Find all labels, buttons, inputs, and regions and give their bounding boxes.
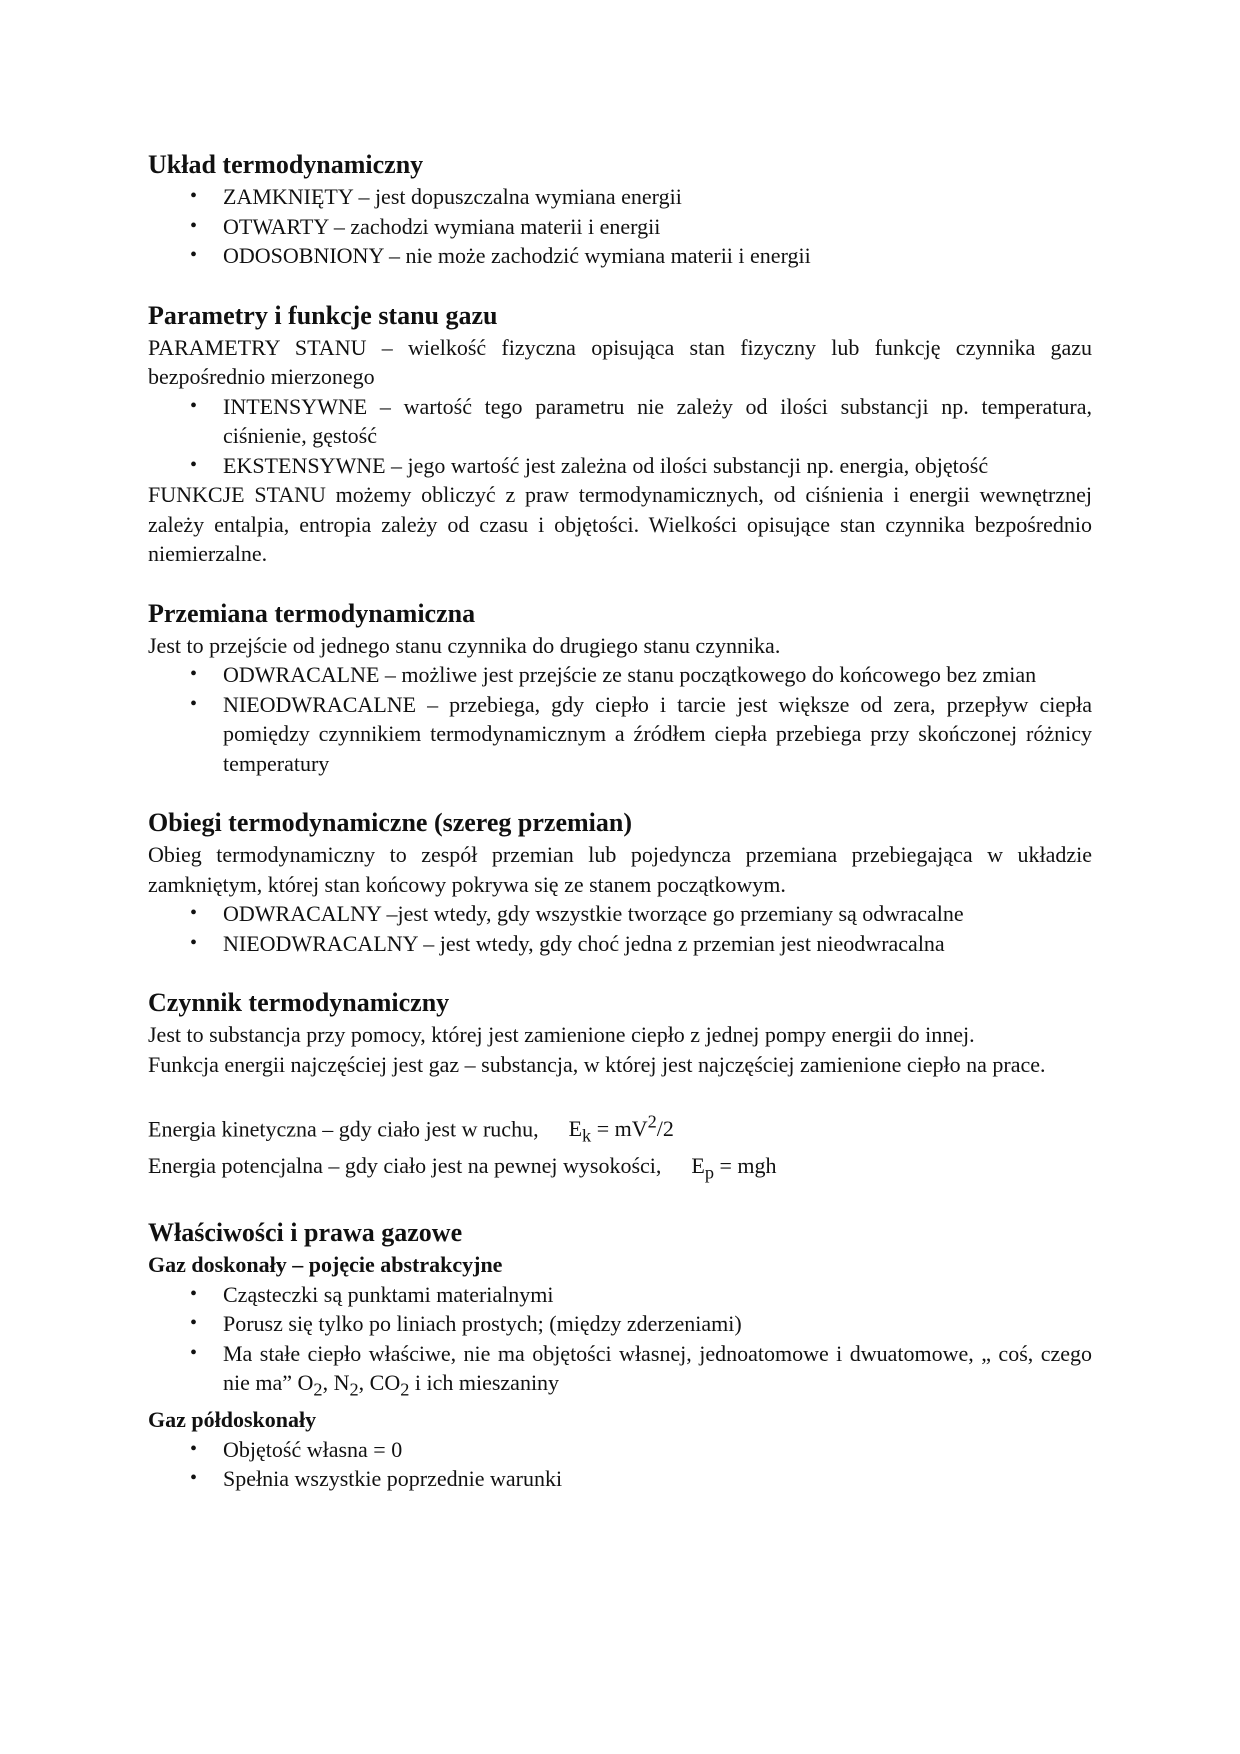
paragraph: Funkcja energii najczęściej jest gaz – substancja, w której jest najczęściej zamienione ciepło na prace. (148, 1051, 1046, 1077)
list-item: • ODOSOBNIONY – nie może zachodzić wymiana materii i energii (148, 241, 1092, 271)
bullet-list (148, 182, 1092, 271)
section-title: Układ termodynamiczny (148, 150, 424, 179)
section-obiegi (148, 806, 1092, 958)
list-item: • Porusz się tylko po liniach prostych; (między zderzeniami) (148, 1309, 1092, 1339)
section-uklad (148, 148, 1092, 271)
section-title: Obiegi termodynamiczne (szereg przemian) (148, 808, 632, 837)
bullet-icon: • (190, 453, 198, 476)
subheading: Gaz doskonały – pojęcie abstrakcyjne (148, 1252, 503, 1278)
list-item: • INTENSYWNE – wartość tego parametru nie zależy od ilości substancji np. temperatura, ciśnienie, gęstość (190, 393, 1092, 448)
bullet-list (148, 1280, 1092, 1405)
section-parametry (148, 299, 1092, 569)
list-item: • Spełnia wszystkie poprzednie warunki (148, 1464, 1092, 1494)
bullet-icon: • (190, 1437, 198, 1460)
bullet-icon: • (190, 394, 198, 417)
bullet-icon: • (190, 1312, 198, 1335)
bullet-icon: • (190, 214, 198, 237)
section-title: Parametry i funkcje stanu gazu (148, 300, 498, 330)
subheading: Gaz półdoskonały (148, 1407, 317, 1432)
paragraph: Jest to przejście od jednego stanu czynnika do drugiego stanu czynnika. (148, 632, 781, 658)
bullet-icon: • (190, 931, 198, 954)
bullet-icon: • (190, 902, 198, 924)
list-item: • EKSTENSYWNE – jego wartość jest zależna od ilości substancji np. energia, objętość (148, 451, 1092, 481)
list-item: • Objętość własna = 0 (148, 1435, 1092, 1465)
list-item: • ZAMKNIĘTY – jest dopuszczalna wymiana energii (148, 182, 1092, 212)
section-przemiana (148, 597, 1092, 779)
list-item: • Cząsteczki są punktami materialnymi (148, 1280, 1092, 1310)
kinetic-formula: $E_k = mV^2/2$ (568, 1112, 674, 1146)
list-item: • Ma stałe ciepło właściwe, nie ma objętości własnej, jednoatomowe i dwuatomowe, „ coś, czego nie ma” $O_2$, $N_2$, $CO_2$ i ich mieszaniny (190, 1340, 1092, 1400)
paragraph: FUNKCJE STANU możemy obliczyć z praw termodynamicznych, od ciśnienia i energii wewnętrznej zależy entalpia, entropia zależy od czasu i objętości. Wielkości opisujące stan czynnika bezpośrednio niemierzalne. (148, 482, 1092, 566)
list-item: • NIEODWRACALNE – przebiega, gdy ciepło i tarcie jest większe od zera, przepływ ciepła pomiędzy czynnikiem termodynamicznym a źródłem ciepła przebiega przy skończonej różnicy temperatury (190, 691, 1092, 776)
potential-formula: $E_p$ = mgh (691, 1153, 777, 1183)
bullet-icon: • (190, 1467, 198, 1489)
kinetic-energy-line: Energia kinetyczna – gdy ciało jest w ruchu, $E_k = mV^2/2$ (148, 1112, 674, 1146)
bullet-icon: • (190, 185, 198, 207)
paragraph: Jest to substancja przy pomocy, której jest zamienione ciepło z jednej pompy energii do innej. (148, 1022, 975, 1047)
paragraph: Obieg termodynamiczny to zespół przemian lub pojedyncza przemiana przebiegająca w układzie zamkniętym, której stan końcowy pokrywa się ze stanem początkowym. (148, 842, 1092, 897)
section-czynnik (148, 986, 1092, 1188)
section-wlasciwosci (148, 1216, 1092, 1493)
bullet-icon: • (190, 692, 198, 715)
list-item: • OTWARTY – zachodzi wymiana materii i energii (148, 212, 1092, 242)
document-page (148, 148, 1092, 1522)
section-title: Przemiana termodynamiczna (148, 598, 476, 628)
potential-energy-line: Energia potencjalna – gdy ciało jest na pewnej wysokości, $E_p$ = mgh (148, 1153, 777, 1183)
section-title: Czynnik termodynamiczny (148, 988, 450, 1017)
section-title: Właściwości i prawa gazowe (148, 1218, 463, 1248)
bullet-icon: • (190, 663, 198, 685)
list-item: • ODWRACALNY –jest wtedy, gdy wszystkie tworzące go przemiany są odwracalne (148, 899, 1092, 929)
bullet-icon: • (190, 1282, 198, 1305)
list-item: • NIEODWRACALNY – jest wtedy, gdy choć jedna z przemian jest nieodwracalna (148, 929, 1092, 959)
list-item: • ODWRACALNE – możliwe jest przejście ze stanu początkowego do końcowego bez zmian (148, 660, 1092, 690)
bullet-list (148, 660, 1092, 778)
bullet-icon: • (190, 244, 198, 266)
paragraph: PARAMETRY STANU – wielkość fizyczna opisująca stan fizyczny lub funkcję czynnika gazu bezpośrednio mierzonego (148, 334, 1092, 389)
bullet-list (148, 392, 1092, 481)
bullet-icon: • (190, 1341, 198, 1364)
bullet-list (148, 899, 1092, 958)
bullet-list (148, 1435, 1092, 1494)
